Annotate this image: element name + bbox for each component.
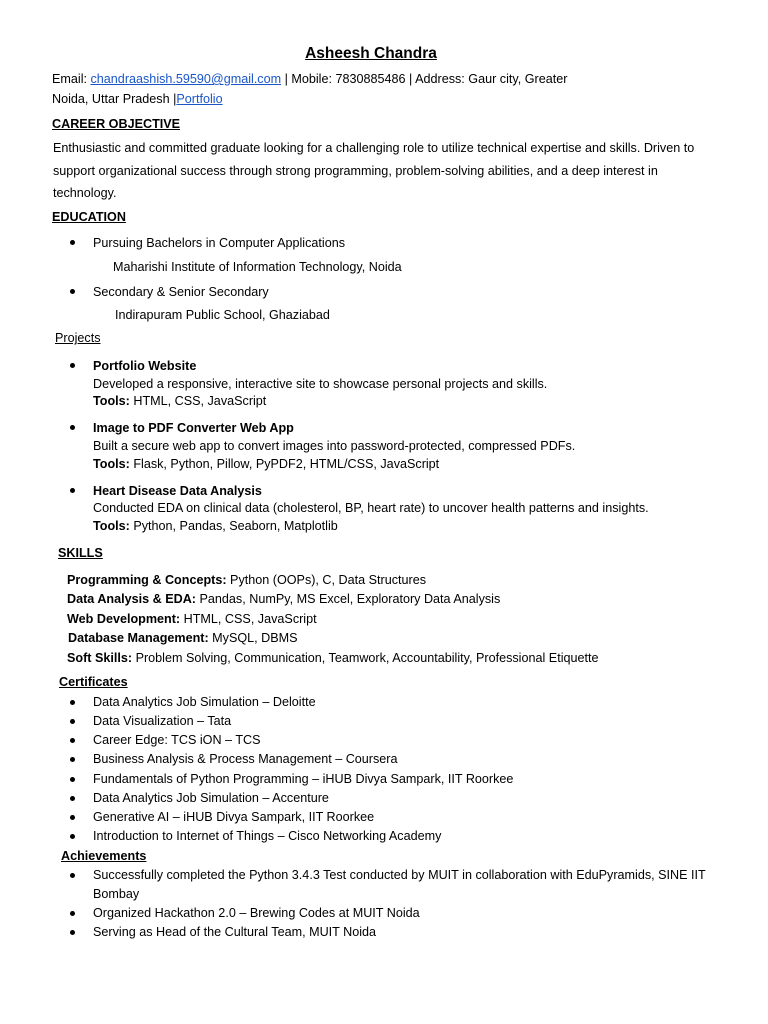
career-objective-heading: CAREER OBJECTIVE bbox=[52, 117, 181, 131]
bullet-icon bbox=[70, 873, 75, 878]
skill-label: Soft Skills: bbox=[67, 651, 133, 665]
bullet-icon bbox=[70, 815, 75, 820]
certificate-item: Business Analysis & Process Management – Coursera bbox=[93, 752, 398, 766]
bullet-icon bbox=[70, 289, 75, 294]
skills-heading: SKILLS bbox=[58, 546, 103, 560]
bullet-icon bbox=[70, 363, 75, 368]
project-title: Heart Disease Data Analysis bbox=[93, 484, 262, 498]
bullet-icon bbox=[70, 777, 75, 782]
project-description: Developed a responsive, interactive site to showcase personal projects and skills. bbox=[93, 377, 548, 391]
skill-label: Web Development: bbox=[67, 612, 181, 626]
certificates-heading: Certificates bbox=[59, 675, 128, 689]
skill-label: Database Management: bbox=[68, 631, 209, 645]
certificate-item: Career Edge: TCS iON – TCS bbox=[93, 733, 261, 747]
project-title: Image to PDF Converter Web App bbox=[93, 421, 294, 435]
address-line bbox=[52, 91, 223, 107]
project-tools bbox=[93, 456, 439, 472]
certificate-item: Generative AI – iHUB Divya Sampark, IIT Roorkee bbox=[93, 810, 375, 824]
project-tools bbox=[93, 393, 266, 409]
certificate-item: Data Visualization – Tata bbox=[93, 714, 232, 728]
achievement-continuation: Bombay bbox=[93, 887, 140, 901]
bullet-icon bbox=[70, 911, 75, 916]
bullet-icon bbox=[70, 425, 75, 430]
certificate-item: Data Analytics Job Simulation – Deloitte bbox=[93, 695, 316, 709]
skill-value: HTML, CSS, JavaScript bbox=[180, 612, 317, 626]
skill-row bbox=[67, 650, 599, 666]
skill-row bbox=[68, 630, 298, 646]
achievement-item: Serving as Head of the Cultural Team, MUIT Noida bbox=[93, 925, 377, 939]
achievements-heading: Achievements bbox=[61, 849, 147, 863]
tools-label: Tools: bbox=[93, 457, 130, 471]
education-detail: Indirapuram Public School, Ghaziabad bbox=[115, 308, 330, 322]
bullet-icon bbox=[70, 757, 75, 762]
email-label: Email: bbox=[52, 72, 91, 86]
skill-value: Pandas, NumPy, MS Excel, Exploratory Data Analysis bbox=[196, 592, 501, 606]
certificate-item: Introduction to Internet of Things – Cisco Networking Academy bbox=[93, 829, 442, 843]
project-description: Conducted EDA on clinical data (cholesterol, BP, heart rate) to uncover health patterns and insights. bbox=[93, 501, 649, 515]
contact-line bbox=[52, 71, 567, 87]
tools-value: Flask, Python, Pillow, PyPDF2, HTML/CSS, JavaScript bbox=[129, 457, 440, 471]
tools-label: Tools: bbox=[93, 394, 130, 408]
achievement-item: Successfully completed the Python 3.4.3 Test conducted by MUIT in collaboration with EduPyramids, SINE IIT bbox=[93, 868, 706, 882]
bullet-icon bbox=[70, 700, 75, 705]
bullet-icon bbox=[70, 738, 75, 743]
email-link[interactable]: chandraashish.59590@gmail.com bbox=[90, 72, 282, 86]
education-heading: EDUCATION bbox=[52, 210, 126, 224]
candidate-name: Asheesh Chandra bbox=[305, 45, 437, 62]
career-objective-text bbox=[53, 137, 733, 205]
project-tools bbox=[93, 518, 338, 534]
skill-value: Problem Solving, Communication, Teamwork, Accountability, Professional Etiquette bbox=[132, 651, 599, 665]
objective-line: Enthusiastic and committed graduate looking for a challenging role to utilize technical expertise and skills. Driven to bbox=[53, 141, 695, 155]
bullet-icon bbox=[70, 834, 75, 839]
bullet-icon bbox=[70, 240, 75, 245]
bullet-icon bbox=[70, 930, 75, 935]
project-title: Portfolio Website bbox=[93, 359, 197, 373]
project-description: Built a secure web app to convert images into password-protected, compressed PDFs. bbox=[93, 439, 576, 453]
education-detail: Maharishi Institute of Information Technology, Noida bbox=[113, 260, 402, 274]
skill-row bbox=[67, 591, 500, 607]
bullet-icon bbox=[70, 719, 75, 724]
skill-label: Programming & Concepts: bbox=[67, 573, 227, 587]
skill-row bbox=[67, 572, 426, 588]
education-title: Secondary & Senior Secondary bbox=[93, 285, 269, 299]
certificate-item: Fundamentals of Python Programming – iHUB Divya Sampark, IIT Roorkee bbox=[93, 772, 514, 786]
tools-value: Python, Pandas, Seaborn, Matplotlib bbox=[129, 519, 338, 533]
bullet-icon bbox=[70, 796, 75, 801]
skill-label: Data Analysis & EDA: bbox=[67, 592, 197, 606]
certificate-item: Data Analytics Job Simulation – Accenture bbox=[93, 791, 329, 805]
tools-label: Tools: bbox=[93, 519, 130, 533]
portfolio-link[interactable]: Portfolio bbox=[176, 92, 223, 106]
mobile-address-text: | Mobile: 7830885486 | Address: Gaur city, Greater bbox=[281, 72, 568, 86]
tools-value: HTML, CSS, JavaScript bbox=[129, 394, 267, 408]
bullet-icon bbox=[70, 488, 75, 493]
education-title: Pursuing Bachelors in Computer Applications bbox=[93, 236, 346, 250]
achievement-item: Organized Hackathon 2.0 – Brewing Codes at MUIT Noida bbox=[93, 906, 420, 920]
skill-row bbox=[67, 611, 317, 627]
address-text: Noida, Uttar Pradesh | bbox=[52, 92, 177, 106]
objective-line: technology. bbox=[53, 186, 117, 200]
projects-heading: Projects bbox=[55, 331, 101, 345]
skill-value: MySQL, DBMS bbox=[208, 631, 298, 645]
skill-value: Python (OOPs), C, Data Structures bbox=[226, 573, 427, 587]
objective-line: support organizational success through strong programming, problem-solving abilities, and a deep interest in bbox=[53, 163, 658, 178]
